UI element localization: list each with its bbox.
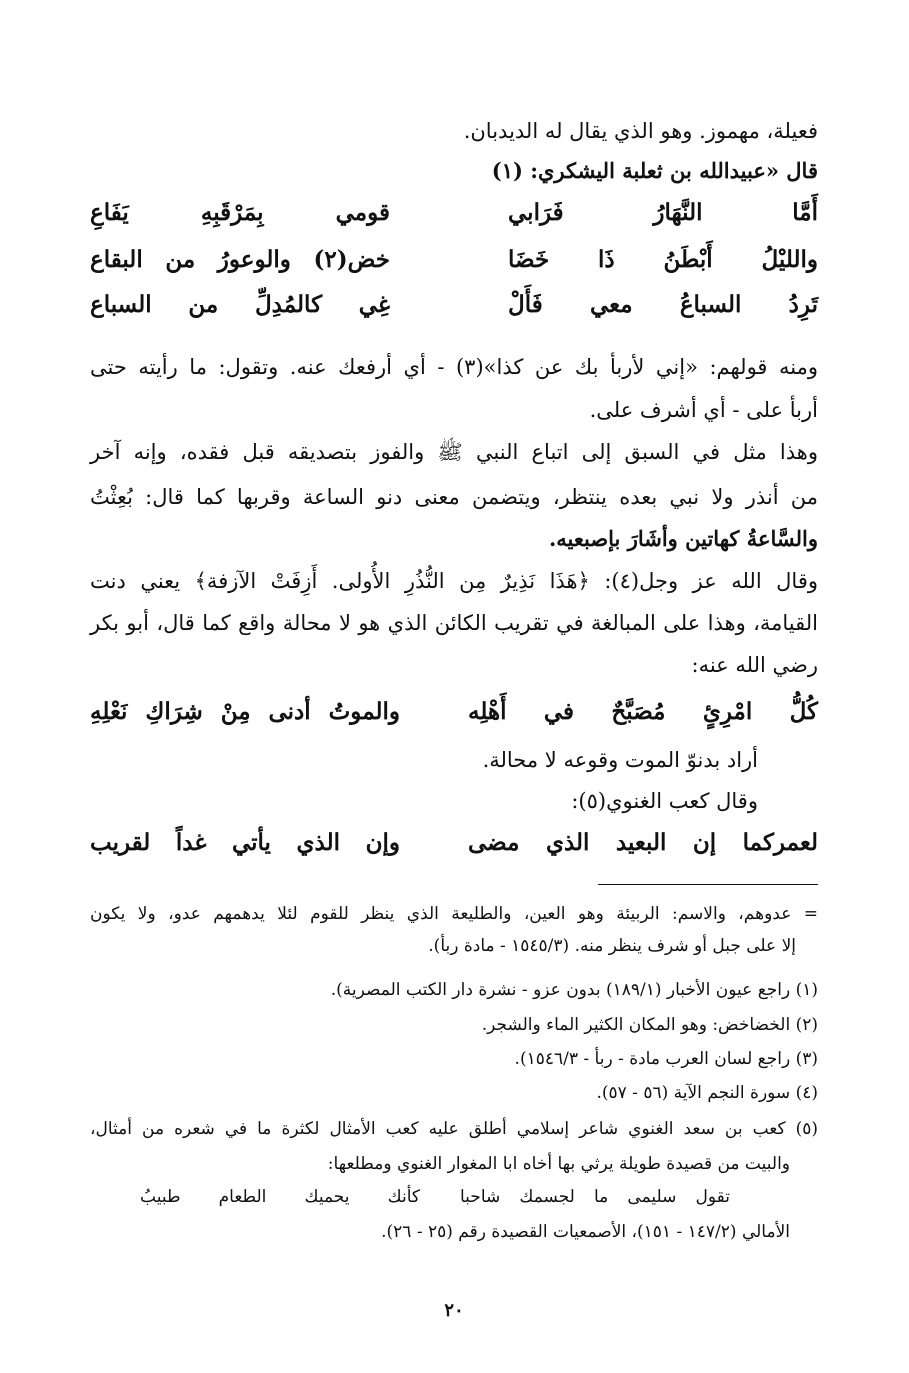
verse-hemistich-first: أَمَّا النَّهَارُ فَرَابي (508, 199, 818, 226)
text-line: القيامة، وهذا على المبالغة في تقريب الكائن الذي هو لا محالة واقع كما قال، أبو بكر (90, 611, 818, 635)
footnote-line: (٥) كعب بن سعد الغنوي شاعر إسلامي أطلق عليه كعب الأمثال لكثرة ما في شعره من أمثال، (90, 1119, 818, 1139)
verse-hemistich-second: وإن الذي يأتي غداً لقريب (90, 829, 400, 856)
verse-hemistich-second: والموتُ أدنى مِنْ شِرَاكِ نَعْلِهِ (90, 698, 400, 725)
text-line: أربأ على - أي أشرف على. (589, 398, 818, 422)
verse-line (90, 288, 818, 322)
footnote-line: (٣) راجع لسان العرب مادة - ربأ - ١٥٤٦/٣). (514, 1049, 818, 1069)
footnote-line: = عدوهم، والاسم: الربيئة وهو العين، والطليعة الذي ينظر للقوم لئلا يدهمهم عدو، ولا يكون (90, 904, 818, 924)
hadith-text: والسَّاعةُ كهاتين وأشَارَ بإصبعيه. (548, 526, 818, 551)
footnote-line: إلا على جبل أو شرف ينظر منه. (١٥٤٥/٣ - مادة ربأ). (428, 936, 796, 956)
footnote-line: (٤) سورة النجم الآية (٥٦ - ٥٧). (596, 1083, 818, 1103)
verse-line (90, 196, 818, 230)
verse-hemistich-first: كُلُّ امْرِئٍ مُصَبَّحٌ في أَهْلِه (468, 698, 818, 725)
text-line: وقال الله عز وجل(٤): ﴿هَذَا نَذِيرٌ مِن النُّذُرِ الأُولى. أَزِفَتْ الآزفة﴾ يعني دنت (90, 569, 818, 593)
text-line: فعيلة، مهموز. وهو الذي يقال له الديدبان. (463, 119, 818, 143)
text-line: أراد بدنوّ الموت وقوعه لا محالة. (482, 748, 758, 772)
verse-hemistich-second: قومي بِمَرْقَبِهِ يَفَاعِ (90, 199, 390, 226)
verse-hemistich-first: تَرِدُ السباعُ معي فَأَلْ (508, 291, 818, 318)
verse-hemistich-second: غِي كالمُدِلِّ من السباع (90, 291, 390, 318)
text-line: ومنه قولهم: «إني لأربأ بك عن كذا»(٣) - أي أرفعك عنه. وتقول: ما رأيته حتى (90, 355, 818, 379)
verse-hemistich-first: والليْلُ أَبْطَنُ ذَا خَضَا (508, 246, 818, 273)
verse-line (90, 695, 818, 729)
footnote-verse (140, 1184, 730, 1210)
verse-hemistich-second: خض(٢) والوعورُ من البقاع (90, 246, 390, 273)
verse-line (90, 826, 818, 860)
footnote-divider (598, 884, 818, 885)
text-line: وقال كعب الغنوي(٥): (571, 789, 758, 813)
footnote-line: (١) راجع عيون الأخبار (١٨٩/١) بدون عزو - نشرة دار الكتب المصرية). (330, 980, 818, 1000)
verse-hemistich-second: كأنك يحميك الطعام طبيبُ (140, 1187, 420, 1207)
verse-line (90, 243, 818, 277)
page-number: ٢٠ (444, 1300, 464, 1321)
poet-intro: قال «عبيدالله بن ثعلبة اليشكري: (١) (491, 158, 818, 183)
verse-hemistich-first: تقول سليمى ما لجسمك شاحبا (460, 1187, 730, 1207)
footnote-line: الأمالي (١٤٧/٢ - ١٥١)، الأصمعيات القصيدة رقم (٢٥ - ٢٦). (381, 1222, 790, 1242)
footnote-line: والبيت من قصيدة طويلة يرثي بها أخاه ابا المغوار الغنوي ومطلعها: (327, 1154, 790, 1174)
footnote-line: (٢) الخضاخض: وهو المكان الكثير الماء والشجر. (481, 1015, 818, 1035)
text-line: وهذا مثل في السبق إلى اتباع النبي ﷺ والفوز بتصديقه قبل فقده، وإنه آخر (90, 440, 818, 464)
verse-hemistich-first: لعمركما إن البعيد الذي مضى (468, 829, 818, 856)
text-line: رضي الله عنه: (691, 653, 818, 677)
text-line: من أنذر ولا نبي بعده ينتظر، ويتضمن معنى دنو الساعة وقربها كما قال: بُعِثْتُ (90, 485, 818, 509)
